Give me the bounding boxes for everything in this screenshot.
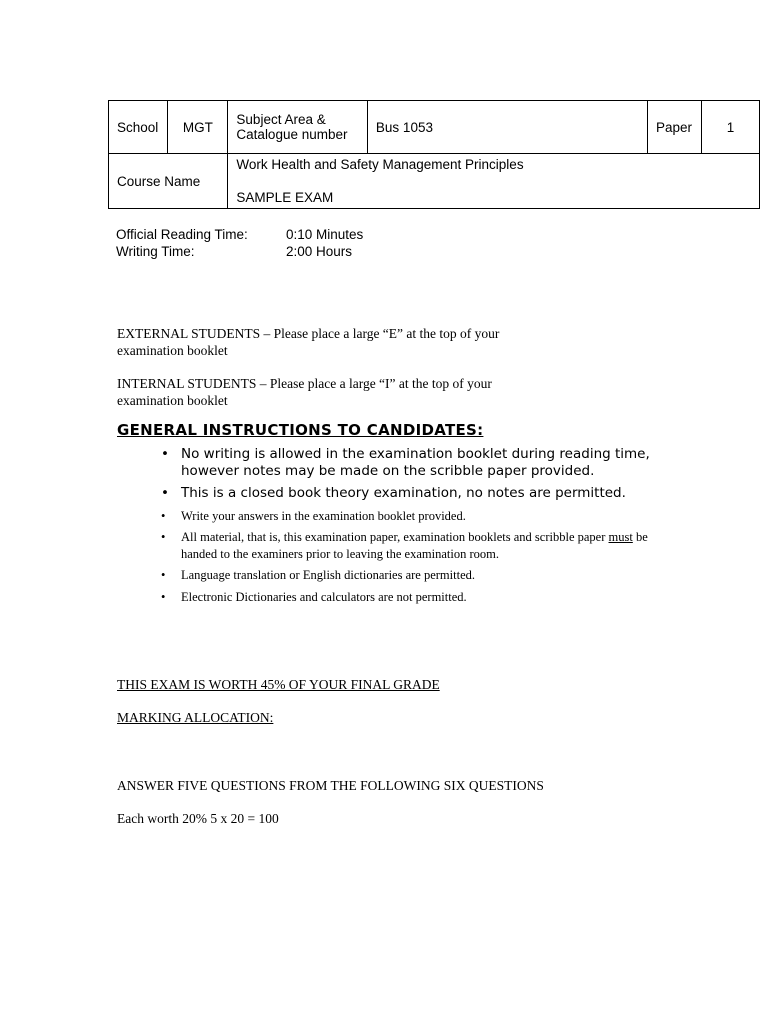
bullet-icon: •: [161, 589, 166, 604]
exam-times: [116, 226, 363, 260]
external-note-line1: EXTERNAL STUDENTS – Please place a large “E” at the top of your: [117, 326, 500, 341]
subject-area-label: [228, 101, 368, 154]
external-students-note: [117, 325, 637, 359]
exam-weight-note: THIS EXAM IS WORTH 45% OF YOUR FINAL GRADE: [117, 677, 440, 692]
writing-time-label: Writing Time:: [116, 244, 195, 259]
exam-header-table: [108, 100, 760, 209]
internal-students-note: [117, 375, 637, 409]
paper-label: Paper: [647, 101, 701, 154]
bullet-icon: •: [161, 446, 169, 462]
writing-time-row: [116, 243, 363, 260]
general-instructions-title: GENERAL INSTRUCTIONS TO CANDIDATES:: [117, 421, 484, 439]
writing-time-value: 2:00 Hours: [286, 244, 353, 259]
instruction-emphasis: must: [608, 530, 633, 544]
reading-time-row: [116, 226, 363, 243]
reading-time-value: 0:10 Minutes: [286, 227, 364, 242]
course-title: Work Health and Safety Management Principles: [236, 157, 524, 172]
list-item: [161, 446, 681, 479]
bullet-icon: •: [161, 530, 166, 544]
course-name-label: Course Name: [109, 154, 228, 209]
course-name-value: [228, 154, 760, 209]
instruction-text: Write your answers in the examination booklet provided.: [181, 508, 466, 523]
school-value: MGT: [168, 101, 228, 154]
bullet-icon: •: [161, 485, 169, 501]
subject-area-label-line1: Subject Area &: [236, 112, 326, 127]
list-item: [161, 485, 681, 502]
subject-value: Bus 1053: [367, 101, 647, 154]
instructions-list: [161, 446, 681, 610]
bullet-icon: •: [161, 568, 166, 582]
question-weight-note: Each worth 20% 5 x 20 = 100: [117, 811, 279, 826]
paper-value: 1: [701, 101, 759, 154]
internal-note-line1: INTERNAL STUDENTS – Please place a large “I” at the top of your: [117, 376, 492, 391]
school-label: School: [109, 101, 168, 154]
instruction-text-part2: be handed to the examiners prior to leaving the examination room.: [181, 530, 648, 561]
instruction-text-part1: All material, that is, this examination paper, examination booklets and scribble paper: [181, 530, 609, 544]
instruction-text: Electronic Dictionaries and calculators are not permitted.: [181, 589, 467, 604]
instruction-text: No writing is allowed in the examination booklet during reading time, however notes may be made on the scribble paper provided.: [181, 446, 650, 479]
external-note-line2: examination booklet: [117, 343, 228, 358]
instruction-text: This is a closed book theory examination, no notes are permitted.: [181, 485, 626, 501]
internal-note-line2: examination booklet: [117, 393, 228, 408]
sample-exam-label: SAMPLE EXAM: [236, 190, 334, 205]
list-item: [161, 508, 681, 525]
answer-instruction: ANSWER FIVE QUESTIONS FROM THE FOLLOWING SIX QUESTIONS: [117, 778, 544, 793]
marking-allocation-heading: MARKING ALLOCATION:: [117, 710, 274, 725]
list-item: [161, 529, 681, 562]
list-item: [161, 567, 681, 584]
instruction-text: Language translation or English dictionaries are permitted.: [181, 568, 476, 582]
reading-time-label: Official Reading Time:: [116, 227, 248, 242]
subject-area-label-line2: Catalogue number: [236, 127, 348, 142]
bullet-icon: •: [161, 508, 166, 523]
instruction-text: [181, 530, 648, 561]
list-item: [161, 589, 681, 606]
